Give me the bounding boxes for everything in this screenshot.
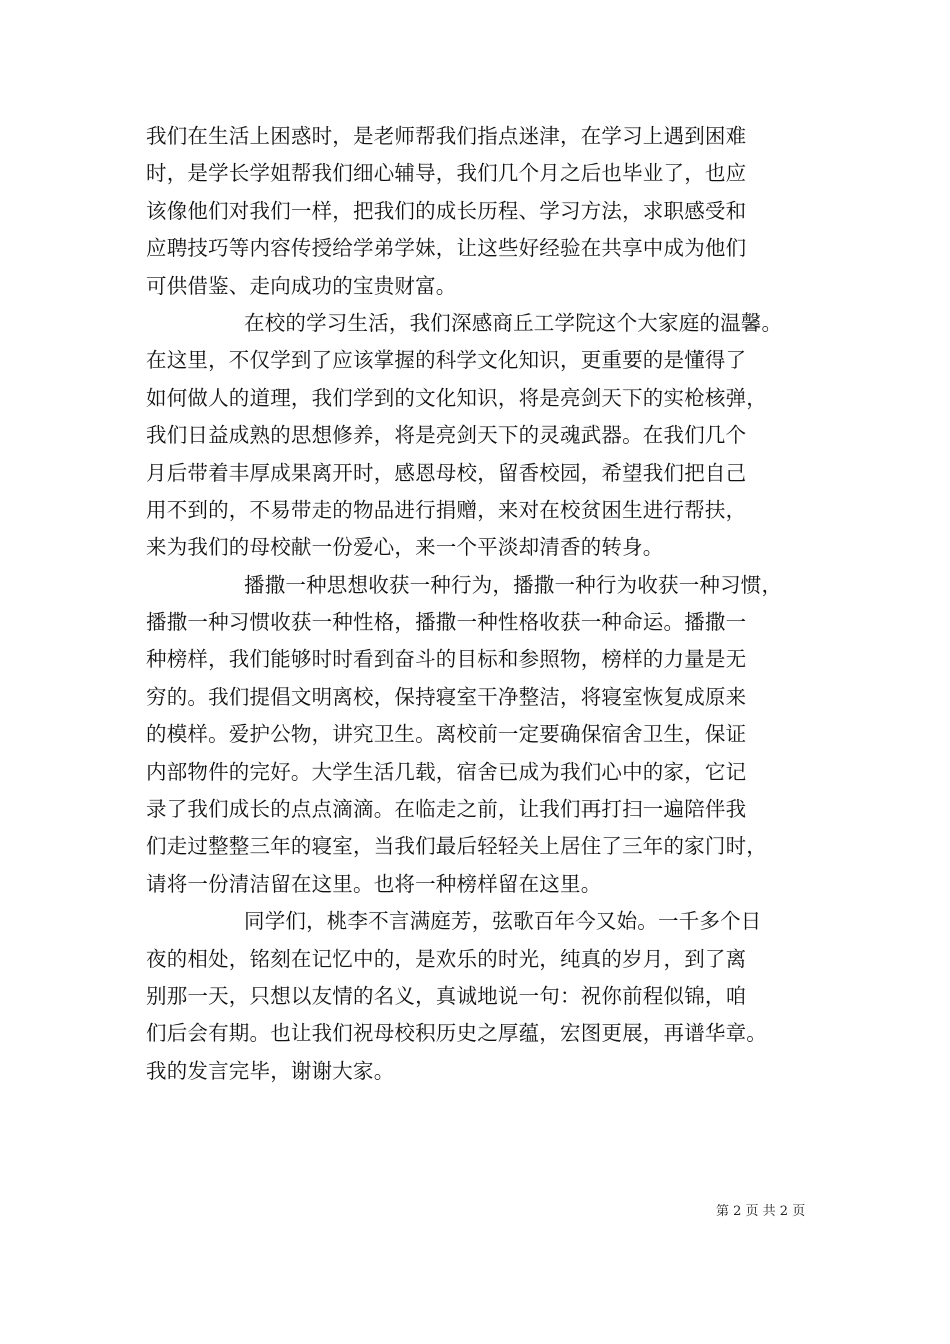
text-line: 请将一份清洁留在这里。也将一种榜样留在这里。: [146, 871, 602, 896]
text-line: 应聘技巧等内容传授给学弟学妹，让这些好经验在共享中成为他们: [146, 236, 747, 261]
paragraph-start-line: 在校的学习生活，我们深感商丘工学院这个大家庭的温馨。: [244, 310, 783, 335]
text-line: 该像他们对我们一样，把我们的成长历程、学习方法，求职感受和: [146, 198, 747, 223]
document-body: [146, 118, 818, 1090]
text-line: 们后会有期。也让我们祝母校积历史之厚蕴，宏图更展，再谱华章。: [146, 1021, 767, 1046]
text-line: 别那一天，只想以友情的名义，真诚地说一句：祝你前程似锦，咱: [146, 983, 747, 1008]
text-line: 月后带着丰厚成果离开时，感恩母校，留香校园，希望我们把自己: [146, 460, 747, 485]
text-line: 我的发言完毕，谢谢大家。: [146, 1058, 395, 1083]
text-line: 夜的相处，铭刻在记忆中的，是欢乐的时光，纯真的岁月，到了离: [146, 946, 747, 971]
text-line: 内部物件的完好。大学生活几载，宿舍已成为我们心中的家，它记: [146, 759, 747, 784]
text-line: 来为我们的母校献一份爱心，来一个平淡却清香的转身。: [146, 535, 664, 560]
text-line: 用不到的，不易带走的物品进行捐赠，来对在校贫困生进行帮扶，: [146, 497, 747, 522]
text-line: 在这里，不仅学到了应该掌握的科学文化知识，更重要的是懂得了: [146, 348, 747, 373]
paragraph-start-line: 播撒一种思想收获一种行为，播撒一种行为收获一种习惯，: [244, 572, 783, 597]
text-line: 录了我们成长的点点滴滴。在临走之前，让我们再打扫一遍陪伴我: [146, 797, 747, 822]
text-line: 我们日益成熟的思想修养，将是亮剑天下的灵魂武器。在我们几个: [146, 423, 747, 448]
text-line: 我们在生活上困惑时，是老师帮我们指点迷津，在学习上遇到困难: [146, 124, 747, 148]
text-line: 播撒一种习惯收获一种性格，播撒一种性格收获一种命运。播撒一: [146, 610, 747, 635]
text-line: 如何做人的道理，我们学到的文化知识，将是亮剑天下的实枪核弹，: [146, 385, 767, 410]
page-number-footer: 第 2 页 共 2 页: [716, 1204, 806, 1219]
text-line: 的模样。爱护公物，讲究卫生。离校前一定要确保宿舍卫生，保证: [146, 722, 747, 747]
text-line: 穷的。我们提倡文明离校，保持寝室干净整洁，将寝室恢复成原来: [146, 684, 747, 709]
text-line: 种榜样，我们能够时时看到奋斗的目标和参照物，榜样的力量是无: [146, 647, 747, 672]
text-line: 时，是学长学姐帮我们细心辅导，我们几个月之后也毕业了，也应: [146, 161, 747, 186]
paragraph-start-line: 同学们，桃李不言满庭芳，弦歌百年今又始。一千多个日: [244, 909, 762, 934]
text-line: 们走过整整三年的寝室，当我们最后轻轻关上居住了三年的家门时，: [146, 834, 767, 859]
text-line: 可供借鉴、走向成功的宝贵财富。: [146, 273, 457, 298]
